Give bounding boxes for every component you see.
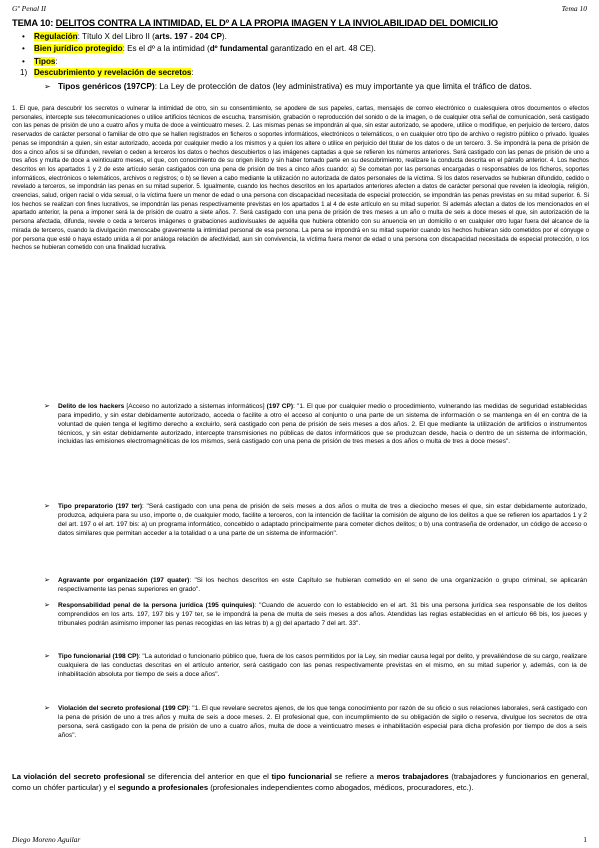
arrow-bullet-icon: ➢ [44, 577, 50, 584]
tipos-genericos [44, 81, 587, 92]
closing-bold-3: meros trabajadores [376, 772, 449, 781]
footer-author: Diego Moreno Aguilar [12, 835, 81, 844]
page-header [12, 4, 587, 13]
bullet-bold: dº fundamental [209, 44, 268, 53]
subitem-text: : "1. El que por cualquier medio o procedimiento, vulnerando las medidas de seguridad establecidas para impedirlo, y sin estar debidamente autorizado, acceda o facilite a otro el acceso al conjunto o una parte de un sistema de información o se mantenga en él en contra de la voluntad de quien tenga el legítimo derecho a excluirlo, será castigado con pena de prisión de seis meses a dos años. 2. El que mediante la utilización de artificios o instrumentos técnicos, y sin estar debidamente autorizado, intercepte transmisiones no públicas de datos informáticos que se produzcan desde, hacia o dentro de un sistema de información, incluidas las emisiones electromagnéticas de los mismos, será castigado con una pena de prisión de tres meses a dos años o multa de tres a doce meses". [58, 403, 588, 446]
closing-bold-1: La violación del secreto profesional [12, 772, 145, 781]
section-heading [20, 68, 194, 77]
subitem-label: Responsabilidad penal de la persona jurídica [58, 602, 203, 609]
section-colon: : [191, 68, 194, 77]
subitem-extra: [Acceso no autorizado a sistemas informáticos] [124, 403, 267, 410]
subitem-text: : "1. El que revelare secretos ajenos, de los que tenga conocimiento por razón de su oficio o sus relaciones laborales, será castigado con la pena de prisión de uno a tres años y multa de seis a doce meses. 2. El profesional que, con incumplimiento de su obligación de sigilo o reserva, divulgue los secretos de otra persona, será castigado con la pena de prisión de uno a cuatro años, multa de doce a veinticuatro meses e inhabilitación especial para dicha profesión por tiempo de dos a seis años". [58, 705, 587, 739]
header-topic: Tema 10 [561, 4, 587, 13]
bullet-label: Regulación [34, 32, 78, 41]
subitem-hackers [44, 403, 588, 447]
page-number: 1 [583, 835, 587, 844]
bullet-bien-juridico [12, 43, 589, 54]
bullet-text-end: ). [221, 32, 227, 41]
closing-text-3: (trabajadores y funcionarios en general, como un chófer particular) y el [12, 772, 589, 793]
tipos-genericos-text: : La Ley de protección de datos (ley administrativa) es muy importante ya que limita el tráfico de datos. [154, 81, 532, 91]
subitem-label: Tipo preparatorio [58, 503, 113, 510]
bullet-tipos [12, 56, 589, 67]
articulo-197-text: 1. El que, para descubrir los secretos o vulnerar la intimidad de otro, sin su consentimiento, se apodere de sus papeles, cartas, mensajes de correo electrónico o cualesquiera otros documentos o efectos personales, intercepte sus telecomunicaciones o utilice artificios técnicos de escucha, transmisión, grabación o reproducción del sonido o de la imagen, o de cualquier otra señal de comunicación, será castigado con las penas de prisión de uno a cuatro años y multa de doce a veinticuatro meses. 2. Las mismas penas se impondrán al que, sin estar autorizado, se apodere, utilice o modifique, en perjuicio de tercero, datos reservados de carácter personal o familiar de otro que se hallen registrados en ficheros o soportes informáticos, electrónicos o telemáticos, o en cualquier otro tipo de archivo o registro público o privado. Iguales penas se impondrán a quien, sin estar autorizado, acceda por cualquier medio a los mismos y a quien los altere o utilice en perjuicio del titular de los datos o de un tercero. 3. Se impondrá la pena de prisión de dos a cinco años si se difunden, revelan o ceden a terceros los datos o hechos descubiertos o las imágenes captadas a que se refieren los números anteriores. Será castigado con las penas de prisión de uno a tres años y multa de doce a veinticuatro meses, el que, con conocimiento de su origen ilícito y sin haber tomado parte en su descubrimiento, realizare la conducta descrita en el párrafo anterior. 4. Los hechos descritos en los apartados 1 y 2 de este artículo serán castigados con una pena de prisión de tres a cinco años cuando: a) Se cometan por las personas encargadas o responsables de los ficheros, soportes informáticos, electrónicos o telemáticos, archivos o registros; o b) se lleven a cabo mediante la utilización no autorizada de datos personales de la víctima. Si los datos reservados se hubieran difundido, cedido o revelado a terceros, se impondrán las penas en su mitad superior. 5. Igualmente, cuando los hechos descritos en los apartados anteriores afecten a datos de carácter personal que revelen la ideología, religión, creencias, salud, origen racial o vida sexual, o la víctima fuere un menor de edad o una persona con discapacidad necesitada de especial protección, se impondrán las penas previstas en su mitad superior. 6. Si los hechos se realizan con fines lucrativos, se impondrán las penas respectivamente previstas en los apartados 1 al 4 de este artículo en su mitad superior. Si además afectan a datos de los mencionados en el apartado anterior, la pena a imponer será la de prisión de cuatro a siete años. 7. Será castigado con una pena de prisión de tres meses a un año o multa de seis a doce meses el que, sin autorización de la persona afectada, difunda, revele o ceda a terceros imágenes o grabaciones audiovisuales de aquélla que hubiera obtenido con su anuencia en un domicilio o en cualquier otro lugar fuera del alcance de la mirada de terceros, cuando la divulgación menoscabe gravemente la intimidad personal de esa persona. La pena se impondrá en su mitad superior cuando los hechos hubieran sido cometidos por el cónyuge o por persona que esté o haya estado unida a él por análoga relación de afectividad, aun sin convivencia, la víctima fuera menor de edad o una persona con discapacidad necesitada de especial protección, o los hechos se hubieran cometido con una finalidad lucrativa. [12, 105, 589, 252]
arrow-bullet-icon: ➢ [44, 82, 51, 91]
bullet-bold: arts. 197 - 204 CP [154, 32, 222, 41]
arrow-bullet-icon: ➢ [44, 403, 50, 410]
subitem-tipo-funcionarial [44, 653, 588, 680]
section-number: 1) [20, 68, 28, 77]
closing-paragraph [12, 771, 589, 794]
bullet-label: Bien jurídico protegido [34, 44, 123, 53]
subitem-label: Delito de los hackers [58, 403, 125, 410]
subitem-ref: (195 quinquies) [205, 602, 255, 609]
subitem-text: : "Será castigado con una pena de prisión de seis meses a dos años o multa de tres a dieciocho meses el que, sin estar debidamente autorizado, produzca, adquiera para su uso, importe o, de cualquier modo, facilite a terceros, con la intención de facilitar la comisión de alguno de los delitos a que se refieren los apartados 1 y 2 del art. 197 o el art. 197 bis: a) un programa informático, concebido o adaptado principalmente para cometer dichos delitos; o b) una contraseña de ordenador, un código de acceso o datos similares que permitan acceder a la totalidad o a una parte de un sistema de información". [58, 503, 587, 537]
bullet-icon: • [22, 44, 25, 53]
header-subject: Gº Penal II [12, 4, 46, 13]
subitem-text: : "Si los hechos descritos en este Capítulo se hubieran cometido en el seno de una organización o grupo criminal, se aplicarán respectivamente las penas superiores en grado". [58, 577, 587, 593]
title-text: DELITOS CONTRA LA INTIMIDAD, EL Dº A LA PROPIA IMAGEN Y LA INVIOLABILIDAD DEL DOMICILIO [55, 17, 498, 28]
bullet-regulacion [12, 31, 589, 42]
arrow-bullet-icon: ➢ [44, 653, 50, 660]
subitem-ref: (197 CP) [266, 403, 294, 410]
subitem-ref: (199 CP) [162, 705, 189, 712]
tipos-genericos-label: Tipos genéricos (197CP) [58, 81, 155, 91]
subitem-text: : "Cuando de acuerdo con lo establecido en el art. 31 bis una persona jurídica sea responsable de los delitos comprendidos en los arts. 197, 197 bis y 197 ter, se le impondrá la pena de multa de seis meses a dos años. Atendidas las reglas establecidas en el artículo 66 bis, los jueces y tribunales podrán asimismo imponer las penas recogidas en las letras b) a g) del apartado 7 del art. 33". [58, 602, 587, 627]
page-footer [12, 835, 587, 844]
bullet-icon: • [22, 32, 25, 41]
bullet-text: : Es el dº a la intimidad ( [122, 44, 210, 53]
arrow-bullet-icon: ➢ [44, 602, 50, 609]
subitem-ref: (198 CP) [112, 653, 139, 660]
bullet-text: : Título X del Libro II ( [77, 32, 155, 41]
document-title [12, 17, 589, 28]
closing-bold-4: segundo a profesionales [117, 783, 209, 793]
subitem-agravante-organizacion [44, 577, 587, 595]
subitem-secreto-profesional [44, 705, 587, 740]
arrow-bullet-icon: ➢ [44, 503, 50, 510]
bullet-label: Tipos [34, 57, 56, 66]
subitem-label: Tipo funcionarial [58, 653, 111, 660]
bullet-text-end: garantizado en el art. 48 CE). [267, 44, 376, 53]
subitem-tipo-preparatorio [44, 503, 587, 538]
bullet-icon: • [22, 57, 25, 66]
section-label: Descubrimiento y revelación de secretos [33, 68, 192, 77]
closing-text-4: (profesionales independientes como abogados, médicos, procuradores, etc.). [208, 783, 474, 793]
arrow-bullet-icon: ➢ [44, 705, 50, 712]
title-prefix: TEMA 10: [12, 17, 56, 28]
closing-bold-2: tipo funcionarial [271, 772, 332, 781]
closing-text-1: se diferencia del anterior en que el [144, 772, 272, 781]
closing-text-2: se refiere a [331, 772, 377, 781]
subitem-ref: (197 quater) [150, 577, 190, 584]
subitem-text: : "La autoridad o funcionario público que, fuera de los casos permitidos por la Ley, sin mediar causa legal por delito, y prevaliéndose de su cargo, realizare cualquiera de las conductas descritas en el artículo anterior, será castigado con las penas respectivamente previstas en el mismo, en su mitad superior y, además, con la de inhabilitación absoluta por tiempo de seis a doce años". [58, 653, 588, 678]
subitem-ref: (197 ter) [115, 503, 143, 510]
bullet-text: : [55, 57, 58, 66]
subitem-label: Agravante por organización [58, 577, 148, 584]
subitem-persona-juridica [44, 602, 587, 629]
subitem-label: Violación del secreto profesional [58, 705, 161, 712]
